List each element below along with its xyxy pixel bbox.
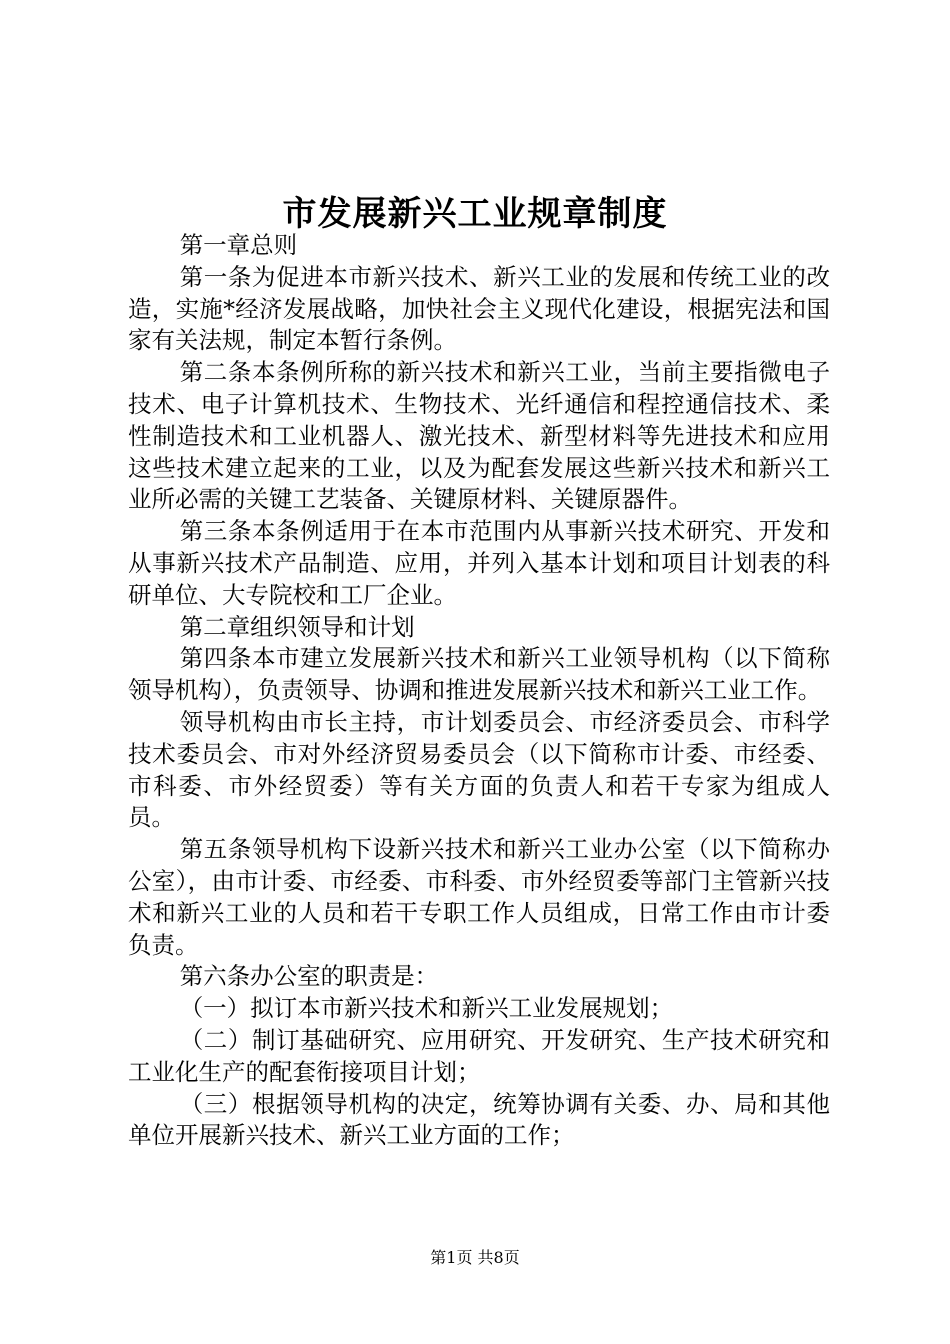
article-paragraph: 第五条领导机构下设新兴技术和新兴工业办公室（以下简称办公室），由市计委、市经委、市科委、市外经贸委等部门主管新兴技术和新兴工业的人员和若干专职工作人员组成，日常工作由市计委负责。	[128, 835, 830, 959]
article-paragraph: 第一条为促进本市新兴技术、新兴工业的发展和传统工业的改造，实施*经济发展战略，加快社会主义现代化建设，根据宪法和国家有关法规，制定本暂行条例。	[128, 262, 830, 355]
list-item: （二）制订基础研究、应用研究、开发研究、生产技术研究和工业化生产的配套衔接项目计划；	[128, 1025, 830, 1086]
chapter-heading: 第二章组织领导和计划	[179, 612, 415, 641]
document-body	[128, 230, 830, 1152]
article-paragraph: 第六条办公室的职责是：	[179, 962, 439, 991]
list-item: （三）根据领导机构的决定，统筹协调有关委、办、局和其他单位开展新兴技术、新兴工业方面的工作；	[128, 1089, 830, 1150]
list-item: （一）拟订本市新兴技术和新兴工业发展规划；	[179, 994, 674, 1023]
page-number-footer: 第1页 共8页	[430, 1248, 520, 1267]
article-paragraph: 领导机构由市长主持，市计划委员会、市经济委员会、市科学技术委员会、市对外经济贸易委员会（以下简称市计委、市经委、市科委、市外经贸委）等有关方面的负责人和若干专家为组成人员。	[128, 707, 830, 832]
chapter-heading: 第一章总则	[179, 231, 298, 259]
article-paragraph: 第二条本条例所称的新兴技术和新兴工业，当前主要指微电子技术、电子计算机技术、生物技术、光纤通信和程控通信技术、柔性制造技术和工业机器人、激光技术、新型材料等先进技术和应用这些技术建立起来的工业，以及为配套发展这些新兴技术和新兴工业所必需的关键工艺装备、关键原材料、关键原器件。	[128, 358, 830, 514]
article-paragraph: 第三条本条例适用于在本市范围内从事新兴技术研究、开发和从事新兴技术产品制造、应用，并列入基本计划和项目计划表的科研单位、大专院校和工厂企业。	[128, 517, 830, 609]
document-title: 市发展新兴工业规章制度	[282, 194, 668, 234]
article-paragraph: 第四条本市建立发展新兴技术和新兴工业领导机构（以下简称领导机构），负责领导、协调和推进发展新兴技术和新兴工业工作。	[128, 644, 830, 705]
